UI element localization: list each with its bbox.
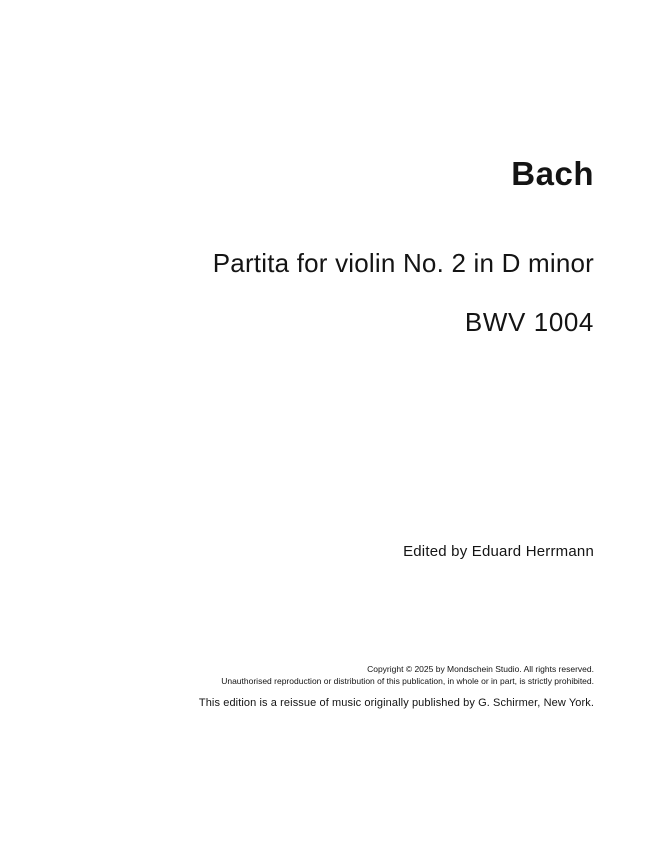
catalog-number: BWV 1004 [464,307,594,337]
editor-credit: Edited by Eduard Herrmann [403,543,594,560]
copyright-line-1: Copyright © 2025 by Mondschein Studio. All rights reserved. [367,664,594,674]
composer-name: Bach [511,155,594,192]
copyright-line-2: Unauthorised reproduction or distribution of this publication, in whole or in part, is strictly prohibited. [221,675,594,686]
copyright-notice [221,664,594,687]
work-title: Partita for violin No. 2 in D minor [212,248,594,278]
reissue-note: This edition is a reissue of music originally published by G. Schirmer, New York. [198,697,594,709]
